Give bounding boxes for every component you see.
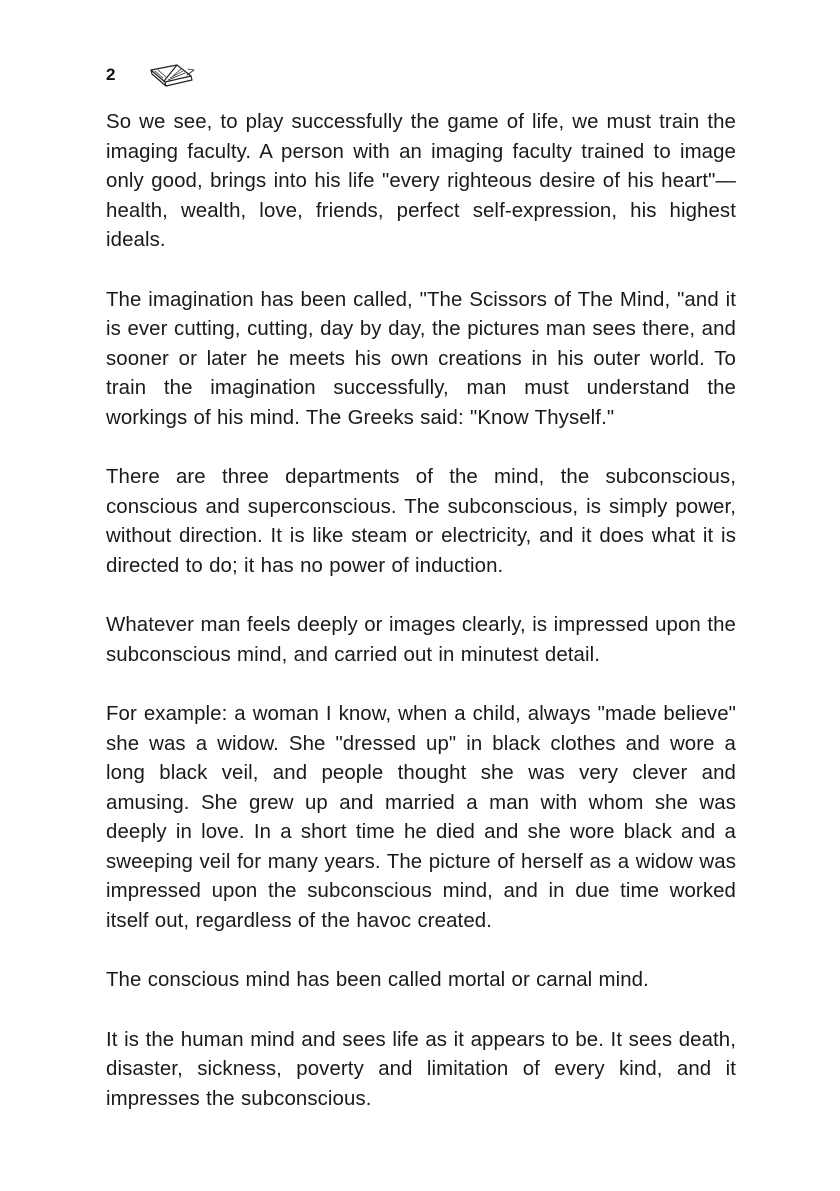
paragraph-6: The conscious mind has been called mortal or carnal mind. (106, 969, 649, 991)
page-number: 2 (106, 65, 116, 84)
paragraph-2: The imagination has been called, "The Scissors of The Mind, "and it is ever cutting, cutting, day by day, the pictures man sees there, and sooner or later he meets his own creations in his outer world. To train the imagination successfully, man must understand the workings of his mind. The Greeks said: "Know Thyself." (106, 288, 736, 429)
page-header (106, 60, 197, 90)
paragraph-7: It is the human mind and sees life as it appears to be. It sees death, disaster, sickness, poverty and limitation of every kind, and it impresses the subconscious. (106, 1028, 736, 1110)
paragraph-5: For example: a woman I know, when a child, always "made believe" she was a widow. She "dressed up" in black clothes and wore a long black veil, and people thought she was very clever and amusing. She grew up and married a man with whom she was deeply in love. In a short time he died and she wore black and a sweeping veil for many years. The picture of herself as a widow was impressed upon the subconscious mind, and in due time worked itself out, regardless of the havoc created. (106, 703, 736, 932)
page-body (106, 108, 736, 1144)
paragraph-3: There are three departments of the mind, the subconscious, conscious and superconscious. The subconscious, is simply power, without direction. It is like steam or electricity, and it does what it is directed to do; it has no power of induction. (106, 466, 736, 577)
open-book-icon (147, 60, 197, 90)
paragraph-1: So we see, to play successfully the game of life, we must train the imaging faculty. A person with an imaging faculty trained to image only good, brings into his life "every righteous desire of his heart"—health, wealth, love, friends, perfect self-expression, his highest ideals. (106, 111, 736, 251)
paragraph-4: Whatever man feels deeply or images clearly, is impressed upon the subconscious mind, and carried out in minutest detail. (106, 614, 736, 666)
